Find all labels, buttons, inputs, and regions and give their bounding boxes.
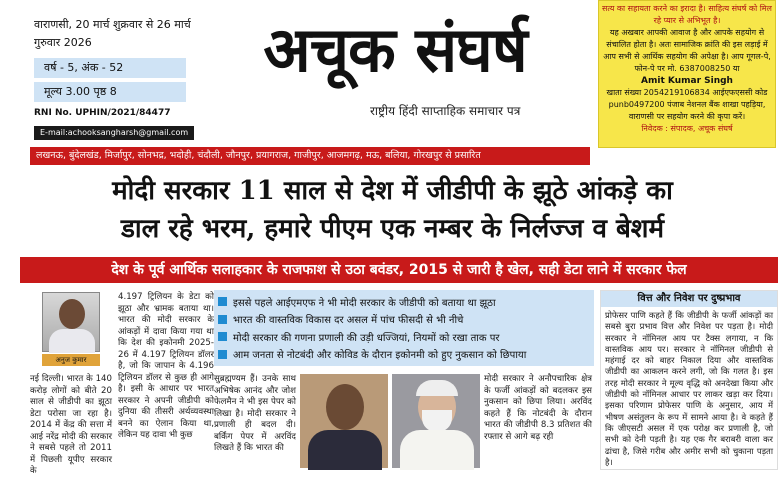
economist-photo: [300, 374, 388, 468]
reporter-photo-head: [59, 299, 85, 329]
notice-top: सत्य का सहायता करने का इरादा है। साहित्य संघर्ष को मिल रहे प्यार से अभिभूत है।: [602, 4, 772, 25]
pm-photo: [392, 374, 480, 468]
newspaper-tagline: राष्ट्रीय हिंदी साप्ताहिक समाचार पत्र: [370, 104, 521, 118]
volume-issue: वर्ष - 5, अंक - 52: [34, 58, 186, 78]
article-column-1a: नई दिल्ली। भारत के 140 करोड़ लोगों को बीते 20 साल से जीडीपी का झूठा डेटा परोसा जा रहा है। 2014 में केंद्र की सत्ता में आई नरेंद्र मोदी की सरकार ने सबसे पहले तो 2011 में पिछली यूपीए सरकार के: [30, 374, 112, 476]
email-link[interactable]: E-mail:achooksangharsh@gmail.com: [34, 126, 194, 140]
highlight-item: [218, 293, 590, 311]
date-line: वाराणसी, 20 मार्च शुक्रवार से 26 मार्च गुरुवार 2026: [34, 18, 191, 49]
bullet-square-icon: [218, 297, 227, 306]
highlight-text: इससे पहले आईएमएफ ने भी मोदी सरकार के जीडीपी को बताया था झूठा: [233, 297, 496, 309]
districts-strip: लखनऊ, बुंदेलखंड, मिर्जापुर, सोनभद्र, भदोही, चंदौली, जौनपुर, प्रयागराज, गाजीपुर, आजमगढ़, मऊ, बलिया, गोरखपुर से प्रसारित: [30, 147, 590, 165]
pm-photo-body: [400, 430, 474, 470]
rni-number: RNI No. UPHIN/2021/84477: [34, 108, 171, 118]
article-column-3: सुब्रह्मण्यम हैं। उनके साथ अभिषेक आनंद और जोश फेलमैन ने भी इस पेपर को लिखा है। मोदी सरकार ने प्रणाली ही बदल दी। बर्किंग पेपर में अरविंद लिखते हैं कि भारत की: [214, 374, 296, 453]
notice-body: यह अखबार आपकी आवाज है और आपके सहयोग से संचालित होता है। अतः सामाजिक क्रांति की इस लड़ाई में आप सभी से आर्थिक सहयोग की अपेक्षा है। आप गूगल-पे, फोन-पे पर मो. 6387008250 या: [603, 28, 771, 73]
price-pages: मूल्य 3.00 पृष्ठ 8: [34, 82, 186, 102]
notice-account: खाता संख्या 2054219106834 आईएफएससी कोड punb0497200 पंजाब नेशनल बैंक शाखा पहड़िया, वाराणसी पर सहयोग करने की कृपा करें।: [606, 88, 768, 121]
side-article-title: वित्त और निवेश पर दुष्प्रभाव: [601, 291, 777, 307]
side-article: [600, 290, 778, 470]
economist-photo-head: [326, 384, 364, 430]
article-column-1b: 4.197 ट्रिलियन के डेटा को झूठा और भ्रामक बताया था। भारत की मोदी सरकार के आंकड़ों में दावा किया गया था कि देश की इकोनमी 2025-26 में 4.197 ट्रिलियन डॉलर है, जो कि जापान के 4.196 ट्रिलियन डॉलर से कुछ ही आगे है। इसी के आधार पर भारत सरकार ने अपनी जीडीपी को दुनिया की तीसरी अर्थव्यवस्था बनने का ऐलान किया था, लेकिन यह दावा भी कुछ: [118, 292, 214, 440]
notice-name: Amit Kumar Singh: [641, 76, 733, 86]
highlight-item: [218, 328, 590, 346]
sub-headline: देश के पूर्व आर्थिक सलाहकार के राजफाश से उठा बवंडर, 2015 से जारी है खेल, सही डेटा लाने में सरकार फेल: [20, 257, 778, 283]
pm-photo-hair: [416, 380, 458, 396]
newspaper-title: अचूक संघर्ष: [263, 13, 527, 86]
economist-photo-body: [308, 430, 382, 470]
highlight-text: मोदी सरकार की गणना प्रणाली की उड़ी धज्जियां, नियमों को रखा ताक पर: [233, 332, 500, 344]
bullet-square-icon: [218, 332, 227, 341]
highlights-box: [214, 290, 594, 366]
reporter-name: अनुज कुमार: [42, 354, 100, 366]
main-headline: [20, 172, 765, 248]
highlight-text: आम जनता से नोटबंदी और कोविड के दौरान इकोनमी को हुए नुकसान को छिपाया: [233, 350, 527, 362]
headline-line-1: मोदी सरकार 11 साल से देश में जीडीपी के झूठे आंकड़े का: [112, 176, 673, 206]
highlight-item: [218, 346, 590, 364]
pm-photo-beard: [422, 410, 452, 432]
bullet-square-icon: [218, 350, 227, 359]
highlight-text: भारत की वास्तविक विकास दर असल में पांच फीसदी से भी नीचे: [233, 315, 464, 327]
bullet-square-icon: [218, 315, 227, 324]
article-column-5: मोदी सरकार ने अनौपचारिक क्षेत्र के फर्जी आंकड़ों को बदलकर इस नुकसान को छिपा लिया। अरविंद कहते हैं कि नोटबंदी के दौरान भारत की जीडीपी 8.3 प्रतिशत की रफ्तार से आगे बढ़ रही: [484, 374, 592, 442]
headline-line-2: डाल रहे भरम, हमारे पीएम एक नम्बर के निर्लज्ज व बेशर्म: [120, 214, 665, 244]
notice-sign: निवेदक : संपादक, अचूक संघर्ष: [641, 124, 733, 133]
support-notice: [598, 0, 776, 148]
highlight-item: [218, 311, 590, 329]
reporter-photo: [42, 292, 100, 352]
side-article-text: प्रोफेसर पाणि कहते हैं कि जीडीपी के फर्जी आंकड़ों का सबसे बुरा प्रभाव वित्त और निवेश पर पड़ता है। मोदी सरकार ने नॉमिनल आय पर टैक्स लगाया, न कि वास्तविक आय पर। सरकार ने नॉमिनल जीडीपी से महंगाई दर को बाहर निकाल दिया और वास्तविक जीडीपी का आकलन करने लगी, जो कि गलत है। इस तरह मोदी सरकार ने मूल्य वृद्धि को अनदेखा किया और जीडीपी को नॉमिनल आधार पर लाकर खड़ा कर दिया। इसका परिणाम प्रोफेसर पाणि के अनुसार, आय में भीषण असंतुलन के रूप में सामने आया है। वे कहते हैं कि जीएसटी असल में एक परोक्ष कर प्रणाली है, जो सभी को देनी पड़ती है। यह एक गैर बराबरी वाला कर ढांचा है, जिसे गरीब और अमीर सभी को चुकाना पड़ता है।: [605, 310, 773, 467]
reporter-photo-shirt: [49, 329, 95, 353]
masthead: [0, 0, 780, 142]
